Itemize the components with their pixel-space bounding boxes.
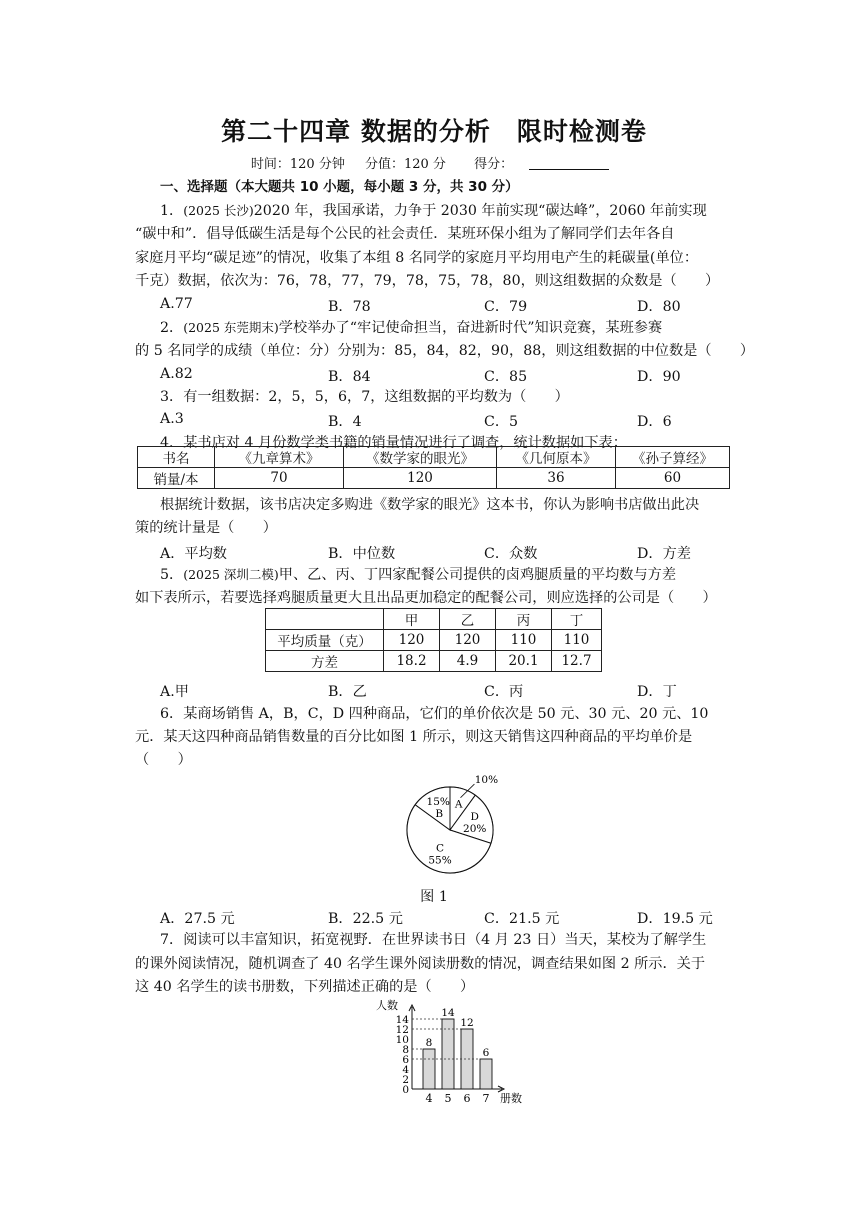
table-cell: 甲 bbox=[384, 609, 440, 630]
y-tick-label: 8 bbox=[402, 1044, 409, 1056]
q5-source: (2025 深圳二模) bbox=[183, 567, 279, 582]
q1-option-b[interactable]: B．78 bbox=[328, 299, 371, 315]
pie-percent-d: 20% bbox=[463, 822, 487, 835]
bar-7 bbox=[480, 1059, 492, 1089]
exam-meta bbox=[0, 153, 868, 172]
table-row bbox=[266, 651, 602, 672]
table-cell: 110 bbox=[496, 630, 552, 651]
pie-percent-c: 55% bbox=[428, 854, 452, 867]
y-axis-label: 人数 bbox=[376, 999, 398, 1012]
table-cell: 方差 bbox=[266, 651, 384, 672]
y-tick-label: 4 bbox=[402, 1064, 409, 1076]
table-cell: 《数学家的眼光》 bbox=[344, 447, 497, 468]
q2-option-a[interactable]: A.82 bbox=[160, 366, 193, 382]
q1-number: 1． bbox=[160, 203, 184, 219]
q4-line-2: 根据统计数据，该书店决定多购进《数学家的眼光》这本书，你认为影响书店做出此决 bbox=[160, 497, 700, 513]
section-heading: 一、选择题（本大题共 10 小题，每小题 3 分，共 30 分） bbox=[160, 179, 519, 195]
table-cell bbox=[266, 609, 384, 630]
q5-number: 5． bbox=[160, 567, 184, 583]
q3-option-b[interactable]: B．4 bbox=[328, 414, 362, 430]
y-tick-label: 10 bbox=[395, 1034, 409, 1046]
q2-option-c[interactable]: C．85 bbox=[484, 369, 528, 385]
table-row bbox=[138, 468, 730, 489]
x-axis-label: 册数 bbox=[500, 1092, 522, 1105]
figure-1-caption: 图 1 bbox=[420, 889, 448, 905]
q1-source: (2025 长沙) bbox=[183, 203, 254, 218]
bar-value-label: 14 bbox=[441, 1007, 455, 1019]
score-label: 得分： bbox=[474, 157, 514, 172]
table-row bbox=[138, 447, 730, 468]
pie-label-d: D bbox=[470, 810, 479, 823]
table-cell: 120 bbox=[440, 630, 496, 651]
bar-chart bbox=[360, 995, 530, 1110]
q5-option-a[interactable]: A.甲 bbox=[160, 684, 189, 700]
pie-percent-b: 15% bbox=[426, 795, 450, 808]
q1-line-3: 家庭月平均“碳足迹”的情况，收集了本组 8 名同学的家庭月平均用电产生的耗碳量(单位： bbox=[135, 250, 699, 266]
q2-source: (2025 东莞期末) bbox=[183, 320, 279, 335]
table-cell: 120 bbox=[384, 630, 440, 651]
q5-line-1 bbox=[160, 566, 676, 584]
q3-line-1: 3．有一组数据：2，5，5，6，7，这组数据的平均数为（ ） bbox=[160, 389, 569, 405]
q1-line-2: “碳中和”．倡导低碳生活是每个公民的社会责任．某班环保小组为了解同学们去年各自 bbox=[135, 226, 675, 242]
q5-option-d[interactable]: D．丁 bbox=[637, 684, 677, 700]
q6-option-a[interactable]: A．27.5 元 bbox=[160, 911, 235, 927]
table-cell: 12.7 bbox=[552, 651, 602, 672]
q5-company-table bbox=[265, 608, 602, 672]
q2-number: 2． bbox=[160, 320, 184, 336]
q2-option-b[interactable]: B．84 bbox=[328, 369, 371, 385]
table-cell: 36 bbox=[497, 468, 616, 489]
x-tick-label: 4 bbox=[425, 1092, 433, 1105]
q1-line-4: 千克）数据，依次为：76，78，77，79，78，75，78，80，则这组数据的众数是（ ） bbox=[135, 273, 720, 289]
table-cell: 《几何原本》 bbox=[497, 447, 616, 468]
bar-value-label: 12 bbox=[460, 1017, 474, 1029]
q6-line-3: （ ） bbox=[135, 752, 192, 768]
y-tick-label: 6 bbox=[402, 1054, 409, 1066]
pie-label-c: C bbox=[435, 842, 445, 855]
q1-option-a[interactable]: A.77 bbox=[160, 296, 193, 312]
q5-text-1: 甲、乙、丙、丁四家配餐公司提供的卤鸡腿质量的平均数与方差 bbox=[278, 567, 677, 583]
y-tick-label: 0 bbox=[402, 1084, 409, 1096]
table-cell: 《孙子算经》 bbox=[616, 447, 730, 468]
q2-option-d[interactable]: D．90 bbox=[637, 369, 681, 385]
q4-line-1: 4．某书店对 4 月份数学类书籍的销量情况进行了调查，统计数据如下表： bbox=[160, 435, 627, 451]
x-tick-label: 6 bbox=[463, 1092, 471, 1105]
q5-line-2: 如下表所示，若要选择鸡腿质量更大且出品更加稳定的配餐公司，则应选择的公司是（ ） bbox=[135, 590, 717, 606]
table-cell: 丙 bbox=[496, 609, 552, 630]
q1-line-1 bbox=[160, 202, 707, 220]
table-cell: 乙 bbox=[440, 609, 496, 630]
q3-option-c[interactable]: C．5 bbox=[484, 414, 519, 430]
page-title: 第二十四章 数据的分析 限时检测卷 bbox=[221, 117, 647, 146]
table-cell: 丁 bbox=[552, 609, 602, 630]
y-tick-label: 14 bbox=[395, 1014, 409, 1026]
pie-label-a: A bbox=[454, 798, 463, 811]
q7-line-1: 7．阅读可以丰富知识，拓宽视野．在世界读书日（4 月 23 日）当天，某校为了解学生 bbox=[160, 932, 707, 948]
table-cell: 销量/本 bbox=[138, 468, 215, 489]
y-tick-label: 2 bbox=[402, 1074, 409, 1086]
table-cell: 平均质量（克） bbox=[266, 630, 384, 651]
bar-value-label: 6 bbox=[482, 1047, 490, 1059]
q6-option-c[interactable]: C．21.5 元 bbox=[484, 911, 560, 927]
bar-value-label: 8 bbox=[425, 1037, 433, 1049]
q4-option-d[interactable]: D．方差 bbox=[637, 546, 691, 562]
x-tick-label: 5 bbox=[444, 1092, 452, 1105]
q3-option-a[interactable]: A.3 bbox=[160, 411, 184, 427]
y-tick-label: 12 bbox=[395, 1024, 409, 1036]
q2-text-1: 学校举办了“牢记使命担当，奋进新时代”知识竞赛，某班参赛 bbox=[278, 320, 663, 336]
q4-option-b[interactable]: B．中位数 bbox=[328, 546, 396, 562]
q7-line-2: 的课外阅读情况，随机调查了 40 名学生课外阅读册数的情况，调查结果如图 2 所示．关于 bbox=[135, 956, 706, 972]
table-cell: 18.2 bbox=[384, 651, 440, 672]
pie-label-b: B bbox=[435, 807, 444, 820]
table-cell: 4.9 bbox=[440, 651, 496, 672]
table-cell: 120 bbox=[344, 468, 497, 489]
pie-chart bbox=[390, 770, 510, 880]
table-cell: 《九章算术》 bbox=[215, 447, 344, 468]
q2-line-2: 的 5 名同学的成绩（单位：分）分别为：85，84，82，90，88，则这组数据的中位数是（ ） bbox=[135, 343, 755, 359]
q2-line-1 bbox=[160, 319, 662, 337]
q7-line-3: 这 40 名学生的读书册数，下列描述正确的是（ ） bbox=[135, 979, 475, 995]
q6-option-b[interactable]: B．22.5 元 bbox=[328, 911, 403, 927]
q4-line-3: 策的统计量是（ ） bbox=[135, 520, 277, 536]
q1-option-c[interactable]: C．79 bbox=[484, 299, 528, 315]
table-cell: 110 bbox=[552, 630, 602, 651]
bar-5 bbox=[442, 1019, 454, 1089]
q1-text-1: 2020 年，我国承诺，力争于 2030 年前实现“碳达峰”，2060 年前实现 bbox=[253, 203, 707, 219]
q4-option-a[interactable]: A．平均数 bbox=[160, 546, 227, 562]
x-tick-label: 7 bbox=[482, 1092, 490, 1105]
time-limit: 时间：120 分钟 bbox=[250, 157, 345, 172]
q5-option-b[interactable]: B．乙 bbox=[328, 684, 367, 700]
score-field[interactable] bbox=[466, 157, 617, 172]
pie-percent-a: 10% bbox=[474, 774, 499, 787]
q4-sales-table bbox=[137, 446, 730, 489]
q1-option-d[interactable]: D．80 bbox=[637, 299, 681, 315]
q3-option-d[interactable]: D．6 bbox=[637, 414, 672, 430]
bar-4 bbox=[423, 1049, 435, 1089]
bar-6 bbox=[461, 1029, 473, 1089]
table-cell: 20.1 bbox=[496, 651, 552, 672]
table-row bbox=[266, 609, 602, 630]
q6-line-2: 元．某天这四种商品销售数量的百分比如图 1 所示，则这天销售这四种商品的平均单价是 bbox=[135, 729, 693, 745]
q6-option-d[interactable]: D．19.5 元 bbox=[637, 911, 713, 927]
score-blank[interactable] bbox=[529, 157, 609, 170]
table-row bbox=[266, 630, 602, 651]
q5-option-c[interactable]: C．丙 bbox=[484, 684, 524, 700]
table-cell: 书名 bbox=[138, 447, 215, 468]
table-cell: 70 bbox=[215, 468, 344, 489]
q6-line-1: 6．某商场销售 A，B，C，D 四种商品，它们的单价依次是 50 元、30 元、20 元、10 bbox=[160, 706, 709, 722]
table-cell: 60 bbox=[616, 468, 730, 489]
q4-option-c[interactable]: C．众数 bbox=[484, 546, 538, 562]
full-score: 分值：120 分 bbox=[364, 157, 446, 172]
